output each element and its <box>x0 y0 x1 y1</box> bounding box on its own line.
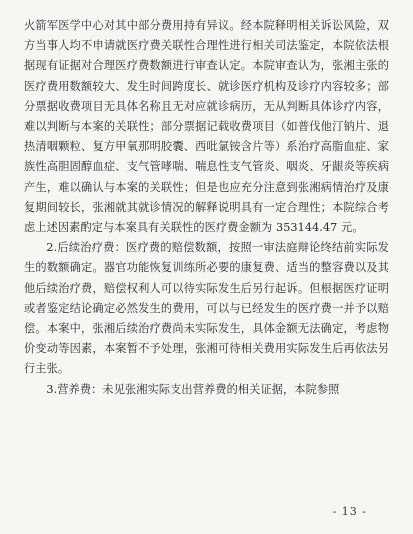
paragraph-nutrition-fee: 3.营养费：未见张湘实际支出营养费的相关证据，本院参照 <box>46 382 340 396</box>
page-number: - 13 - <box>332 505 367 518</box>
paragraph-medical-fee-review: 火箭军医学中心对其中部分费用持有异议。经本院释明相关诉讼风险，双方当事人均不申请就医疗费关联性合理性进行相关司法鉴定，本院依法根据现有证据对合理医疗费数额进行审查认定。本院审查认为，张湘主张的医疗费用数额较大、发生时间跨度长、就诊医疗机构及诊疗内容较多；部分票据收费项目无具体名称且无对应就诊病历，无从判断具体诊疗内容，难以判断与本案的关联性；部分票据记载收费项目（如普伐他汀钠片、退热清咽颗粒、复方甲氧那明胶囊、西吡氯铵含片等）系治疗高脂血症、家族性高胆固醇血症、支气管哮喘、喘息性支气管炎、咽炎、牙龈炎等疾病产生，难以确认与本案的关联性；但是也应充分注意到张湘病情治疗及康复期间较长，张湘就其就诊情况的解释说明具有一定合理性；本院综合考虑上述因素酌定与本案具有关联性的医疗费金额为 353144.47 元。 <box>24 19 389 235</box>
paragraph-follow-up-treatment-fee: 2.后续治疗费：医疗费的赔偿数额，按照一审法庭辩论终结前实际发生的数额确定。器官功能恢复训练所必要的康复费、适当的整容费以及其他后续治疗费，赔偿权利人可以待实际发生后另行起诉。但根据医疗证明或者鉴定结论确定必然发生的费用，可以与已经发生的医疗费一并予以赔偿。本案中，张湘后续治疗费尚未实际发生，具体金额无法确定，考虑物价变动等因素，本案暂不予处理，张湘可待相关费用实际发生后再依法另行主张。 <box>24 241 389 376</box>
